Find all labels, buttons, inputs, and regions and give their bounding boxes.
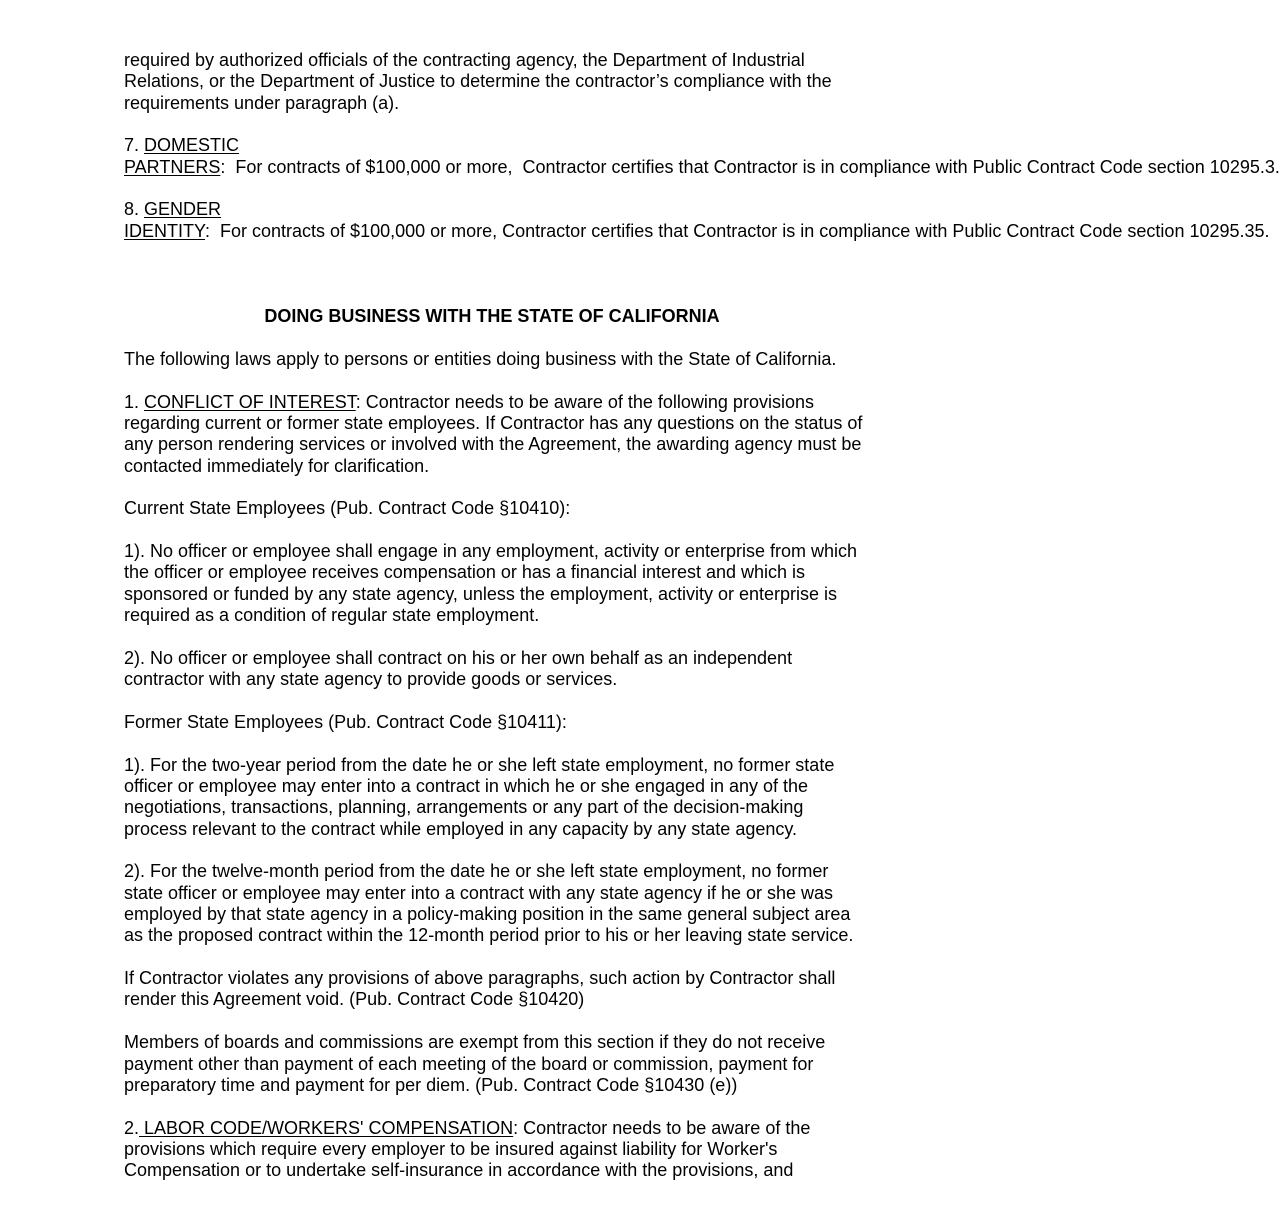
conflict-of-interest-text: : Contractor needs to be aware of the following provisions regarding current or former state employees. If Contractor has any questions on the status of any person rendering services or involved with the Agreement, the awarding agency must be contacted immediately for clarification.: [124, 391, 863, 476]
labor-code-text: : Contractor needs to be aware of the provisions which require every employer to be insured against liability for Worker's Compensation or to undertake self-insurance in accordance with the provisions, and: [124, 1117, 811, 1181]
section-heading: DOING BUSINESS WITH THE STATE OF CALIFORNIA: [264, 306, 720, 327]
gender-identity-text: : For contracts of $100,000 or more, Contractor certifies that Contractor is in compliance with Public Contract Code section 10295.35.: [205, 220, 1270, 241]
exemption-paragraph: Members of boards and commissions are exempt from this section if they do not receive payment other than payment of each meeting of the board or commission, payment for preparatory time and payment for per diem. (Pub. Contract Code §10430 (e)): [124, 1032, 826, 1095]
conflict-of-interest-paragraph: [124, 392, 869, 477]
gender-identity-paragraph: [124, 199, 1270, 242]
former-employees-item-1: 1). For the two-year period from the date he or she left state employment, no former state officer or employee may enter into a contract in which he or she engaged in any of the negotiations, transactions, planning, arrangements or any part of the decision-making process relevant to the contract while employed in any capacity by any state agency.: [124, 754, 835, 839]
domestic-partners-label: DOMESTIC PARTNERS: [124, 135, 240, 177]
item-number: 7.: [124, 135, 140, 156]
document-page: [124, 50, 1280, 1203]
conflict-of-interest-label: CONFLICT OF INTEREST: [144, 391, 356, 412]
domestic-partners-text: : For contracts of $100,000 or more, Contractor certifies that Contractor is in compliance with Public Contract Code section 10295.3.: [220, 156, 1280, 177]
item-number: 2.: [124, 1117, 140, 1138]
domestic-partners-paragraph: [124, 135, 1280, 178]
gender-identity-label: GENDER IDENTITY: [124, 199, 222, 241]
labor-code-label: LABOR CODE/WORKERS' COMPENSATION: [139, 1117, 514, 1138]
section-intro-paragraph: The following laws apply to persons or entities doing business with the State of California.: [124, 348, 837, 369]
labor-code-paragraph: [124, 1118, 869, 1182]
violation-paragraph: If Contractor violates any provisions of above paragraphs, such action by Contractor shall render this Agreement void. (Pub. Contract Code §10420): [124, 968, 836, 1010]
current-employees-item-2: 2). No officer or employee shall contract on his or her own behalf as an independent contractor with any state agency to provide goods or services.: [124, 647, 793, 690]
intro-continuation-paragraph: required by authorized officials of the contracting agency, the Department of Industrial Relations, or the Department of Justice to determine the contractor’s compliance with the requirements under paragraph (a).: [124, 50, 832, 113]
item-number: 8.: [124, 199, 140, 220]
former-employees-heading: Former State Employees (Pub. Contract Code §10411):: [124, 711, 567, 732]
former-employees-item-2: 2). For the twelve-month period from the date he or she left state employment, no former state officer or employee may enter into a contract with any state agency if he or she was employed by that state agency in a policy-making position in the same general subject area as the proposed contract within the 12-month period prior to his or her leaving state service.: [124, 861, 854, 946]
item-number: 1.: [124, 391, 140, 412]
current-employees-item-1: 1). No officer or employee shall engage in any employment, activity or enterprise from which the officer or employee receives compensation or has a financial interest and which is sponsored or funded by any state agency, unless the employment, activity or enterprise is required as a condition of regular state employment.: [124, 541, 858, 626]
current-employees-heading: Current State Employees (Pub. Contract Code §10410):: [124, 498, 571, 519]
